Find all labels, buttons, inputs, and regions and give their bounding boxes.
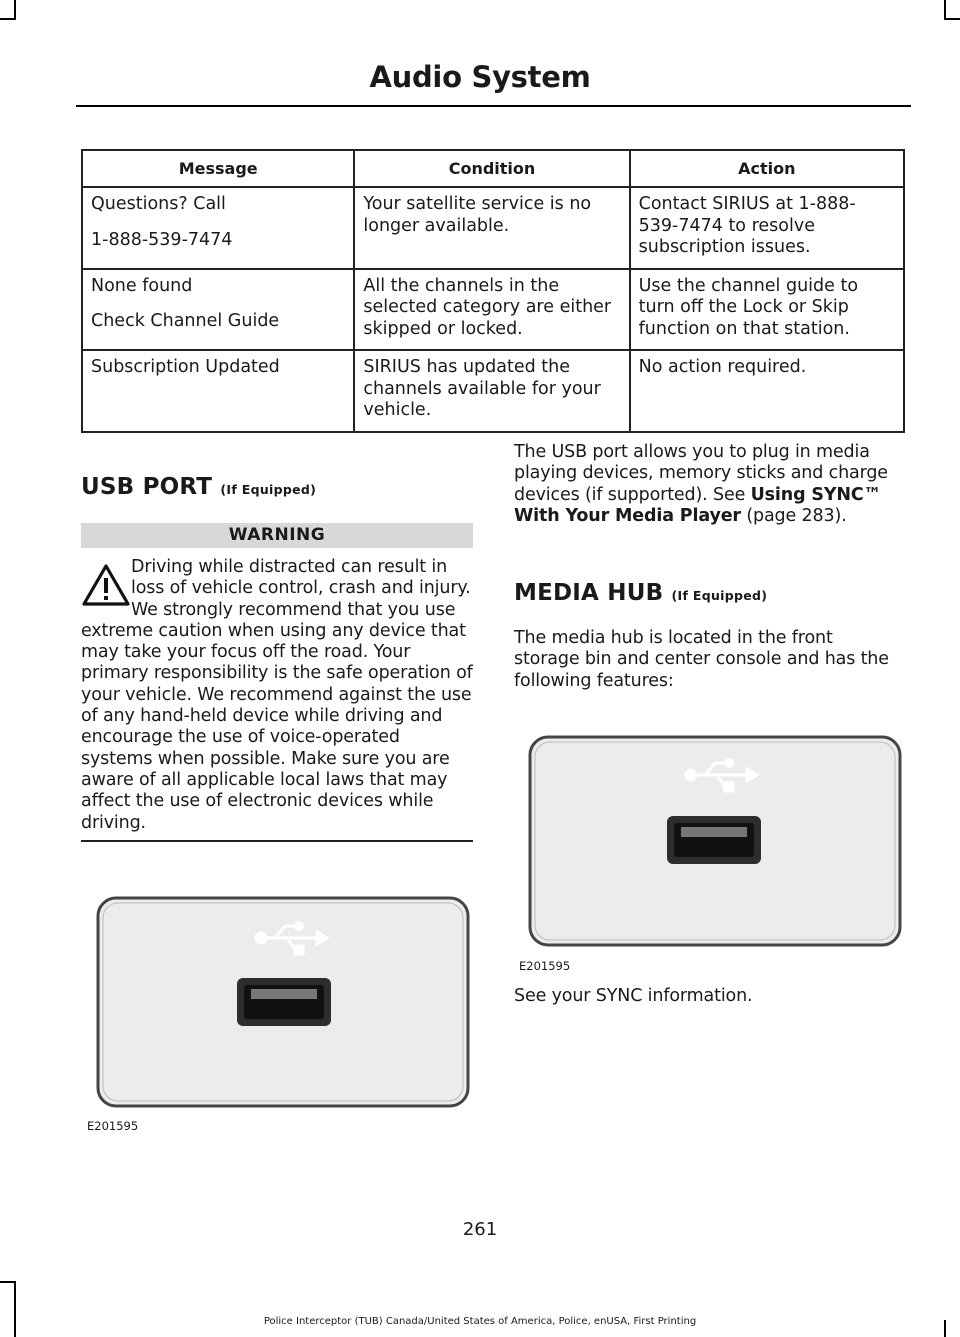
message-cell [82,350,354,432]
message-table [81,149,905,433]
media-hub-intro: The media hub is located in the front storage bin and center console and has the following features: [514,628,889,691]
crop-mark [944,18,960,20]
table-row [82,350,904,432]
figure-code: E201595 [519,959,571,973]
column-header: Condition [354,150,629,187]
message-line: None found [91,275,193,296]
heading-text: USB PORT [81,474,213,500]
body-text: The USB port allows you to plug in media playing devices, memory sticks and charge devices (if supported). See [514,442,888,505]
message-line: 1-888-539-7474 [91,229,233,250]
heading-qualifier: (If Equipped) [220,482,317,497]
message-line: Subscription Updated [91,357,280,377]
message-line: Check Channel Guide [91,311,280,331]
message-line: Questions? Call [91,194,226,214]
page-title: Audio System [369,60,591,94]
usb-port-figure [81,868,481,1133]
usb-port-heading [81,474,316,500]
condition-cell: SIRIUS has updated the channels available for your vehicle. [354,350,629,432]
body-text: (page 283). [740,505,847,526]
warning-text: Driving while distracted can result in loss of vehicle control, crash and injury. We strongly recommend that you use extreme caution when using any device that may take your focus off the road. Your primary responsibility is the safe operation of your vehicle. We recommend against the use of any hand-held device while driving and encourage the use of voice-operated systems when possible. Make sure you are aware of all applicable local laws that may affect the use of electronic devices while driving. [81,557,473,833]
figure-code: E201595 [87,1119,139,1133]
table-row [82,269,904,351]
condition-cell: Your satellite service is no longer available. [354,187,629,269]
media-hub-note: See your SYNC information. [514,986,753,1006]
message-cell [82,269,354,351]
heading-text: MEDIA HUB [514,580,664,606]
action-cell: Use the channel guide to turn off the Lock or Skip function on that station. [630,269,904,351]
action-cell: No action required. [630,350,904,432]
media-hub-heading [514,580,767,606]
cross-reference-link[interactable]: Using SYNC™ With Your Media Player [514,484,881,526]
warning-label: WARNING [81,523,473,548]
message-cell [82,187,354,269]
warning-box [81,557,475,834]
usb-port-description [514,442,908,527]
condition-cell: All the channels in the selected category are either skipped or locked. [354,269,629,351]
crop-mark [14,0,16,20]
action-cell: Contact SIRIUS at 1-888-539-7474 to resolve subscription issues. [630,187,904,269]
media-hub-figure [514,705,914,977]
table-header-row [82,150,904,187]
crop-mark [14,1281,16,1337]
warning-divider [81,840,473,842]
usb-port-illustration [81,868,481,1133]
title-divider [76,105,911,107]
crop-mark [944,0,946,20]
heading-qualifier: (If Equipped) [671,588,768,603]
footer-text: Police Interceptor (TUB) Canada/United States of America, Police, enUSA, First Printing [263,1316,697,1327]
table-row [82,187,904,269]
column-header: Message [82,150,354,187]
warning-triangle-icon [81,563,131,607]
column-header: Action [630,150,904,187]
crop-mark [0,1281,16,1283]
page-number: 261 [462,1219,498,1240]
crop-mark [0,18,16,20]
media-hub-illustration [514,705,914,977]
